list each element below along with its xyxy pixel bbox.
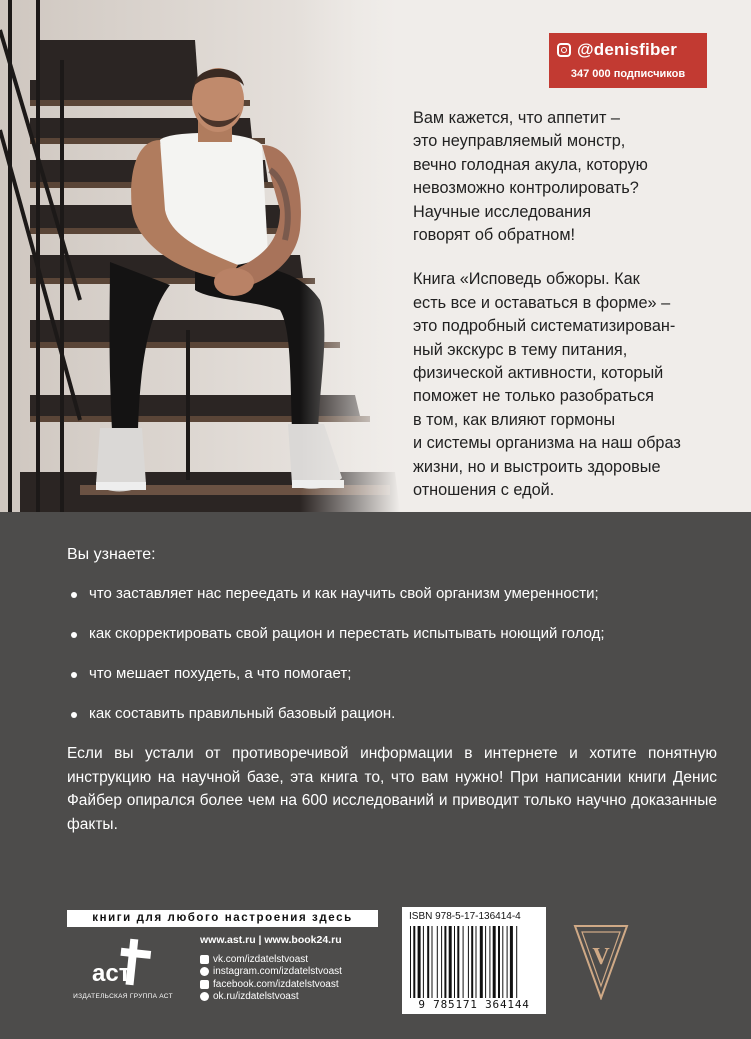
vk-icon — [200, 955, 209, 964]
barcode-digits: 9 785171 364144 — [418, 998, 530, 1011]
instagram-badge — [549, 33, 707, 88]
list-item: как скорректировать свой рацион и перестать испытывать ноющий голод; — [67, 625, 717, 665]
subscriber-count: 347 000 подписчиков — [570, 68, 686, 80]
imprint-logo-letter: V — [592, 944, 610, 970]
intro-paragraph-2: Книга «Исповедь обжоры. Как есть все и оставаться в форме» – это подробный систематизирован- ный экскурс в тему питания, физической активности, который поможет не только разобраться в том, как влияют гормоны и системы организма на наш образ жизни, но и выстроить здоровые отношения с едой. — [413, 270, 681, 500]
list-item: что заставляет нас переедать и как научить свой организм умеренности; — [67, 585, 717, 625]
list-item: как составить правильный базовый рацион. — [67, 705, 717, 745]
cover-top-section — [0, 0, 751, 512]
facebook-icon — [200, 980, 209, 989]
ast-logo-text: аст — [92, 960, 131, 987]
closing-paragraph: Если вы устали от противоречивой информации в интернете и хотите понятную инструкцию на научной базе, эта книга то, что вам нужно! При написании книги Денис Файбер опирался более чем на 600 исследований и приводит только научно доказанные факты. — [67, 745, 717, 833]
learn-list — [67, 585, 717, 745]
intro-text — [413, 107, 733, 503]
instagram-handle: @denisfiber — [577, 40, 678, 59]
instagram-icon — [557, 43, 571, 57]
isbn-barcode-box — [402, 907, 546, 1014]
social-link-text: facebook.com/izdatelstvoast — [213, 978, 339, 990]
ast-logo — [88, 935, 156, 987]
social-links — [200, 953, 342, 1003]
social-link-vk[interactable] — [200, 953, 342, 966]
imprint-logo — [573, 924, 629, 1000]
social-link-text: instagram.com/izdatelstvoast — [213, 966, 342, 978]
intro-paragraph-1: Вам кажется, что аппетит – это неуправляемый монстр, вечно голодная акула, которую невозможно контролировать? Научные исследования говорят об обратном! — [413, 109, 648, 245]
social-link-facebook[interactable] — [200, 978, 342, 991]
social-link-text: ok.ru/izdatelstvoast — [213, 991, 299, 1003]
isbn-number: ISBN 978-5-17-136414-4 — [409, 911, 521, 922]
instagram-icon — [200, 967, 209, 976]
list-item: что мешает похудеть, а что помогает; — [67, 665, 717, 705]
learn-heading: Вы узнаете: — [67, 546, 156, 563]
publisher-tagline: книги для любого настроения здесь — [67, 910, 378, 927]
publisher-caption: ИЗДАТЕЛЬСКАЯ ГРУППА АСТ — [73, 993, 173, 1000]
author-photo — [0, 0, 400, 512]
ok-icon — [200, 992, 209, 1001]
social-link-ok[interactable] — [200, 991, 342, 1004]
barcode — [408, 926, 540, 998]
social-link-text: vk.com/izdatelstvoast — [213, 953, 309, 965]
publisher-websites[interactable]: www.ast.ru | www.book24.ru — [200, 934, 342, 946]
social-link-instagram[interactable] — [200, 966, 342, 979]
